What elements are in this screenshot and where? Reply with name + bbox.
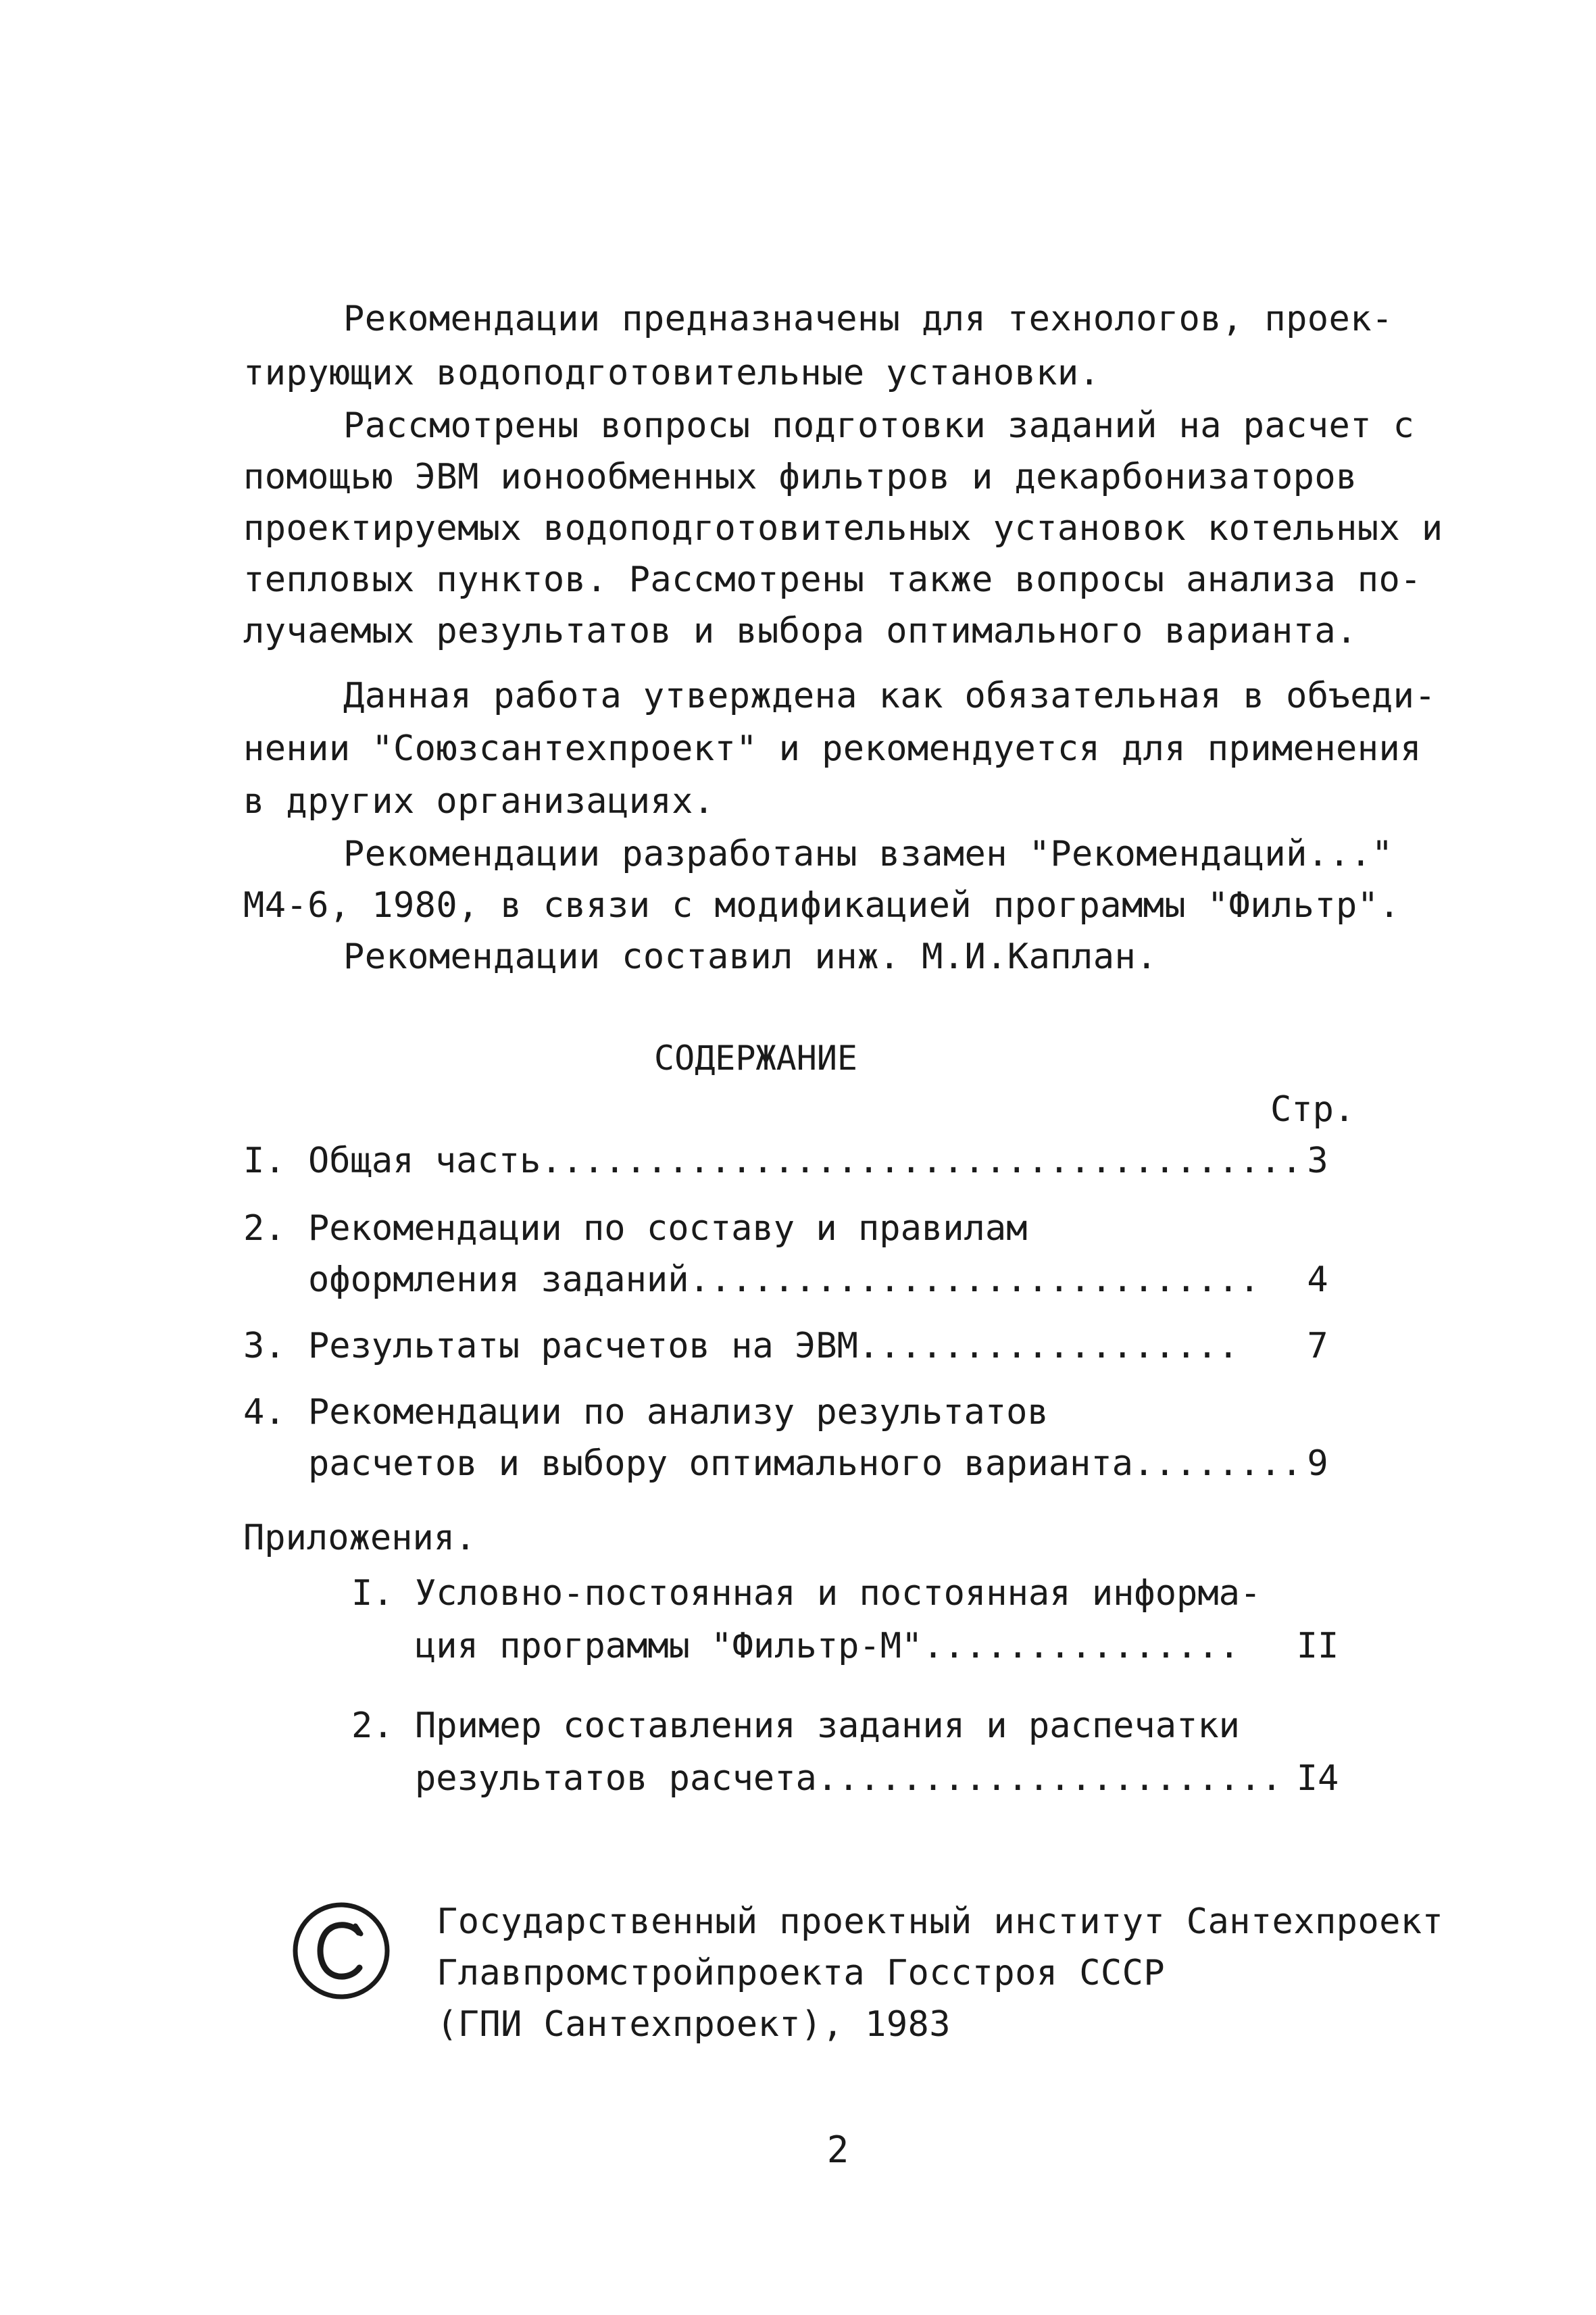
appendix-item-page: I4 (1296, 1758, 1339, 1799)
intro-p2-line1: Рассмотрены вопросы подготовки заданий на расчет с (343, 405, 1415, 446)
intro-p2-line5: лучаемых результатов и выбора оптимального варианта. (243, 611, 1357, 651)
toc-item-title: Рекомендации по составу и правилам (308, 1208, 1028, 1249)
intro-p4-line1: Рекомендации разработаны взамен "Рекомендаций..." (343, 834, 1393, 874)
toc-item-number: 4. (243, 1392, 286, 1433)
appendix-item-page: II (1296, 1626, 1339, 1666)
toc-item-number: 2. (243, 1208, 286, 1249)
intro-p3-line1: Данная работа утверждена как обязательная в объеди- (343, 676, 1437, 716)
toc-item-page: 3 (1307, 1141, 1328, 1181)
toc-item-title-continued: оформления заданий........................... (308, 1260, 1260, 1300)
toc-item-title: Рекомендации по анализу результатов (308, 1392, 1049, 1433)
contents-heading: СОДЕРЖАНИЕ (654, 1039, 858, 1078)
intro-p3-line3: в других организациях. (243, 781, 715, 822)
toc-item-page: 4 (1307, 1260, 1328, 1300)
intro-p2-line3: проектируемых водоподготовительных установок котельных и (243, 508, 1443, 549)
contents-page-column-label: Стр. (1270, 1089, 1355, 1130)
toc-item-number: I. (243, 1141, 286, 1181)
imprint-line1: Государственный проектный институт Сантехпроект (437, 1901, 1444, 1942)
toc-item-title: Результаты расчетов на ЭВМ.................. (308, 1326, 1239, 1366)
imprint-line3: (ГПИ Сантехпроект), 1983 (437, 2004, 951, 2045)
intro-p4-line2: М4-6, 1980, в связи с модификацией программы "Фильтр". (243, 885, 1401, 926)
toc-item-page: 9 (1307, 1443, 1328, 1484)
appendix-item-title: Условно-постоянная и постоянная информа- (415, 1573, 1262, 1614)
imprint-line2: Главпромстройпроекта Госстроя СССР (437, 1953, 1166, 1993)
intro-p1-line1: Рекомендации предназначены для технологов, проек- (343, 299, 1393, 339)
appendix-item-number: 2. (351, 1706, 394, 1746)
intro-p5-line1: Рекомендации составил инж. М.И.Каплан. (343, 937, 1157, 977)
intro-p2-line4: тепловых пунктов. Рассмотрены также вопросы анализа по- (243, 559, 1422, 600)
toc-item-page: 7 (1307, 1326, 1328, 1366)
intro-p2-line2: помощью ЭВМ ионообменных фильтров и декарбонизаторов (243, 457, 1357, 497)
toc-item-number: 3. (243, 1326, 286, 1366)
intro-p3-line2: нении "Союзсантехпроект" и рекомендуется для применения (243, 728, 1422, 769)
toc-item-title: Общая часть.................................... (308, 1141, 1303, 1181)
appendix-item-number: I. (351, 1573, 394, 1614)
appendix-label: Приложения. (243, 1518, 476, 1558)
copyright-icon (291, 1900, 392, 2001)
appendix-item-title-continued: ция программы "Фильтр-М"............... (415, 1626, 1240, 1666)
page-number: 2 (826, 2129, 849, 2171)
appendix-item-title: Пример составления задания и распечатки (415, 1706, 1240, 1746)
toc-item-title-continued: расчетов и выбору оптимального варианта........ (308, 1443, 1303, 1484)
intro-p1-line2: тирующих водоподготовительные установки. (243, 353, 1101, 393)
appendix-item-title-continued: результатов расчета...................... (415, 1758, 1282, 1799)
